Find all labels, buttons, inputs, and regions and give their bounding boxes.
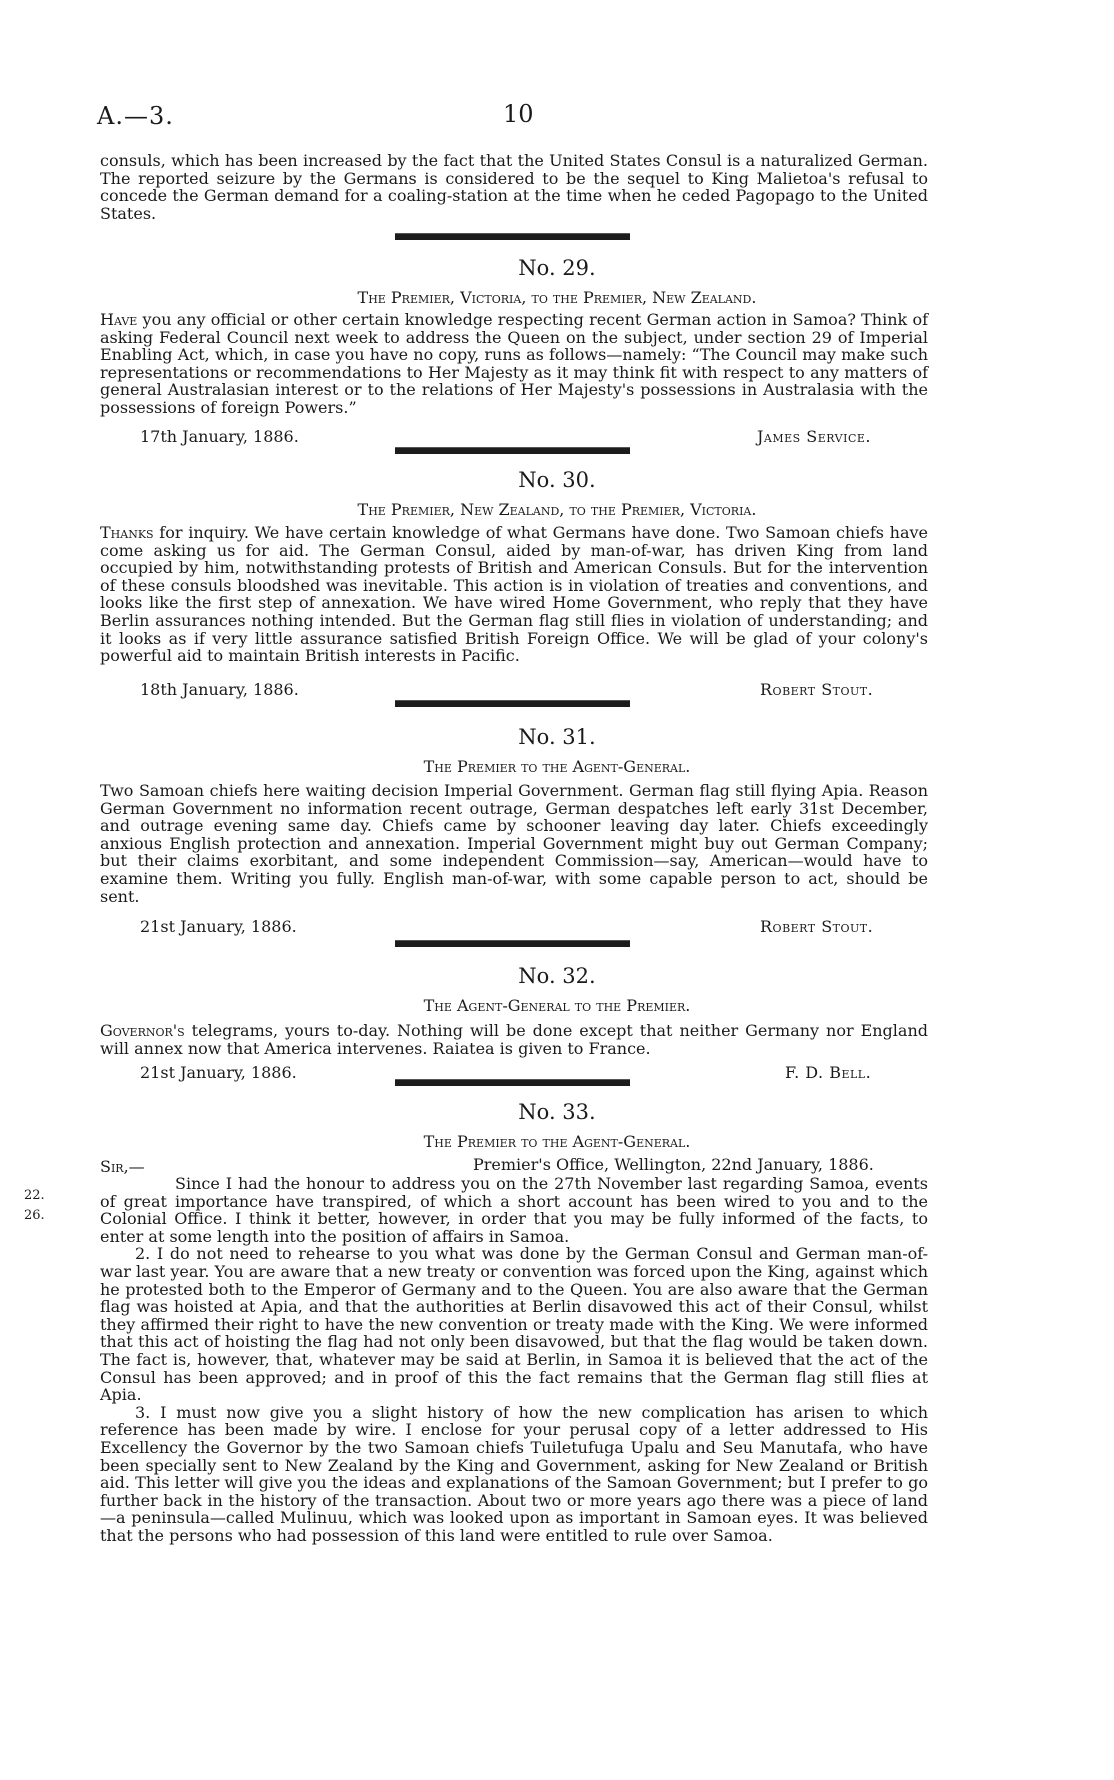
no30-heading: The Premier, New Zealand, to the Premier, Victoria. — [357, 500, 757, 519]
no29-lead: Have — [100, 310, 138, 329]
no32-lead: Governor's — [100, 1021, 185, 1040]
no33-para3: 3. I must now give you a slight history of how the new complication has arisen to which reference has been made by wire. I enclose for your perusal copy of a letter addressed to His Excellency the Governor by the two Samoan chiefs Tuiletufuga Upalu and Seu Manutafa, who have been specially sent to New Zealand by the King and Government, asking for New Zealand or British aid. This letter will give you the ideas and explanations of the Samoan Government; but I prefer to go further back in the history of the transaction. About two or more years ago there was a piece of land—a peninsula—called Mulinuu, which was looked upon as important in Samoan eyes. It was believed that the persons who had possession of this land were entitled to rule over Samoa. — [100, 1402, 928, 1545]
no32-heading: The Agent-General to the Premier. — [423, 996, 691, 1015]
page-number: 10 — [503, 100, 534, 128]
no30-number: No. 30. — [518, 468, 596, 492]
no30-signature: Robert Stout. — [760, 680, 874, 699]
no31-date: 21st January, 1886. — [140, 917, 297, 936]
no33-salutation: Sir,— — [100, 1157, 145, 1176]
section-divider — [395, 700, 630, 707]
margin-ref: 22. — [24, 1188, 45, 1203]
margin-ref: 26. — [24, 1208, 45, 1223]
no29-text: you any official or other certain knowledge respecting recent German action in Samoa? Think of asking Federal Council next week to address the Queen on the subject, under section 29 of Imperial Enabling Act, which, in case you have no copy, runs as follows—namely: “The Council may make such representations or recommendations to Her Majesty as it may think fit with respect to any matters of general Australasian interest or to the relations of Her Majesty's possessions in Australasia with the possessions of foreign Powers.” — [100, 310, 928, 417]
no30-date: 18th January, 1886. — [140, 680, 299, 699]
no29-heading: The Premier, Victoria, to the Premier, New Zealand. — [357, 288, 757, 307]
no30-lead: Thanks — [100, 523, 154, 542]
document-reference: A.—3. — [97, 102, 174, 130]
no32-body — [100, 1022, 928, 1057]
no32-date: 21st January, 1886. — [140, 1063, 297, 1082]
no33-body — [100, 1175, 928, 1544]
no33-heading: The Premier to the Agent-General. — [423, 1132, 691, 1151]
no31-number: No. 31. — [518, 725, 596, 749]
no32-signature: F. D. Bell. — [785, 1063, 872, 1082]
no33-para1: Since I had the honour to address you on the 27th November last regarding Samoa, events of great importance have transpired, of which a short account has been wired to you and to the Colonial Office. I think it better, however, in order that you may be fully informed of the facts, to enter at some length into the position of affairs in Samoa. — [100, 1174, 928, 1246]
section-divider — [395, 233, 630, 240]
no29-date: 17th January, 1886. — [140, 427, 299, 446]
no33-para2: 2. I do not need to rehearse to you what was done by the German Consul and German man-of-war last year. You are aware that a new treaty or convention was forced upon the King, against which he protested both to the Emperor of Germany and to the Queen. You are also aware that the German flag was hoisted at Apia, and that the authorities at Berlin disavowed this act of their Consul, whilst they affirmed their right to have the new convention or treaty made with the King. We were informed that this act of hoisting the flag had not only been disavowed, but that the flag would be taken down. The fact is, however, that, whatever may be said at Berlin, in Samoa it is believed that the act of the Consul has been approved; and in proof of this the fact remains that the German flag still flies at Apia. — [100, 1244, 928, 1405]
no29-number: No. 29. — [518, 256, 596, 280]
no33-address: Premier's Office, Wellington, 22nd January, 1886. — [473, 1155, 874, 1174]
no31-body — [100, 782, 928, 905]
no31-heading: The Premier to the Agent-General. — [423, 757, 691, 776]
section-divider — [395, 940, 630, 947]
no31-text: Two Samoan chiefs here waiting decision Imperial Government. German flag still flying Apia. Reason German Government no information recent outrage, German despatches left early 31st December, and outrage evening same day. Chiefs came by schooner leaving day later. Chiefs exceedingly anxious English protection and annexation. Imperial Government might buy out German Company; but their claims exorbitant, and some independent Commission—say, American—would have to examine them. Writing you fully. English man-of-war, with some capable person to act, should be sent. — [100, 781, 928, 906]
intro-text: consuls, which has been increased by the fact that the United States Consul is a naturalized German. The reported seizure by the Germans is considered to be the sequel to King Malietoa's refusal to concede the German demand for a coaling-station at the time when he ceded Pagopago to the United States. — [100, 151, 928, 223]
section-divider — [395, 1079, 630, 1086]
no30-body — [100, 524, 928, 665]
no29-body — [100, 311, 928, 417]
no30-text: for inquiry. We have certain knowledge of what Germans have done. Two Samoan chiefs have come asking us for aid. The German Consul, aided by man-of-war, has driven King from land occupied by him, notwithstanding protests of British and American Consuls. But for the intervention of these consuls bloodshed was inevitable. This action is in violation of treaties and conventions, and looks like the first step of annexation. We have wired Home Government, who reply that they have Berlin assurances nothing intended. But the German flag still flies in violation of understanding; and it looks as if very little assurance satisfied British Foreign Office. We will be glad of your colony's powerful aid to maintain British interests in Pacific. — [100, 523, 928, 666]
no32-number: No. 32. — [518, 964, 596, 988]
no33-number: No. 33. — [518, 1100, 596, 1124]
section-divider — [395, 447, 630, 454]
no32-text: telegrams, yours to-day. Nothing will be done except that neither Germany nor England will annex now that America intervenes. Raiatea is given to France. — [100, 1021, 928, 1058]
no31-signature: Robert Stout. — [760, 917, 874, 936]
intro-paragraph — [100, 152, 928, 222]
no29-signature: James Service. — [757, 427, 871, 446]
